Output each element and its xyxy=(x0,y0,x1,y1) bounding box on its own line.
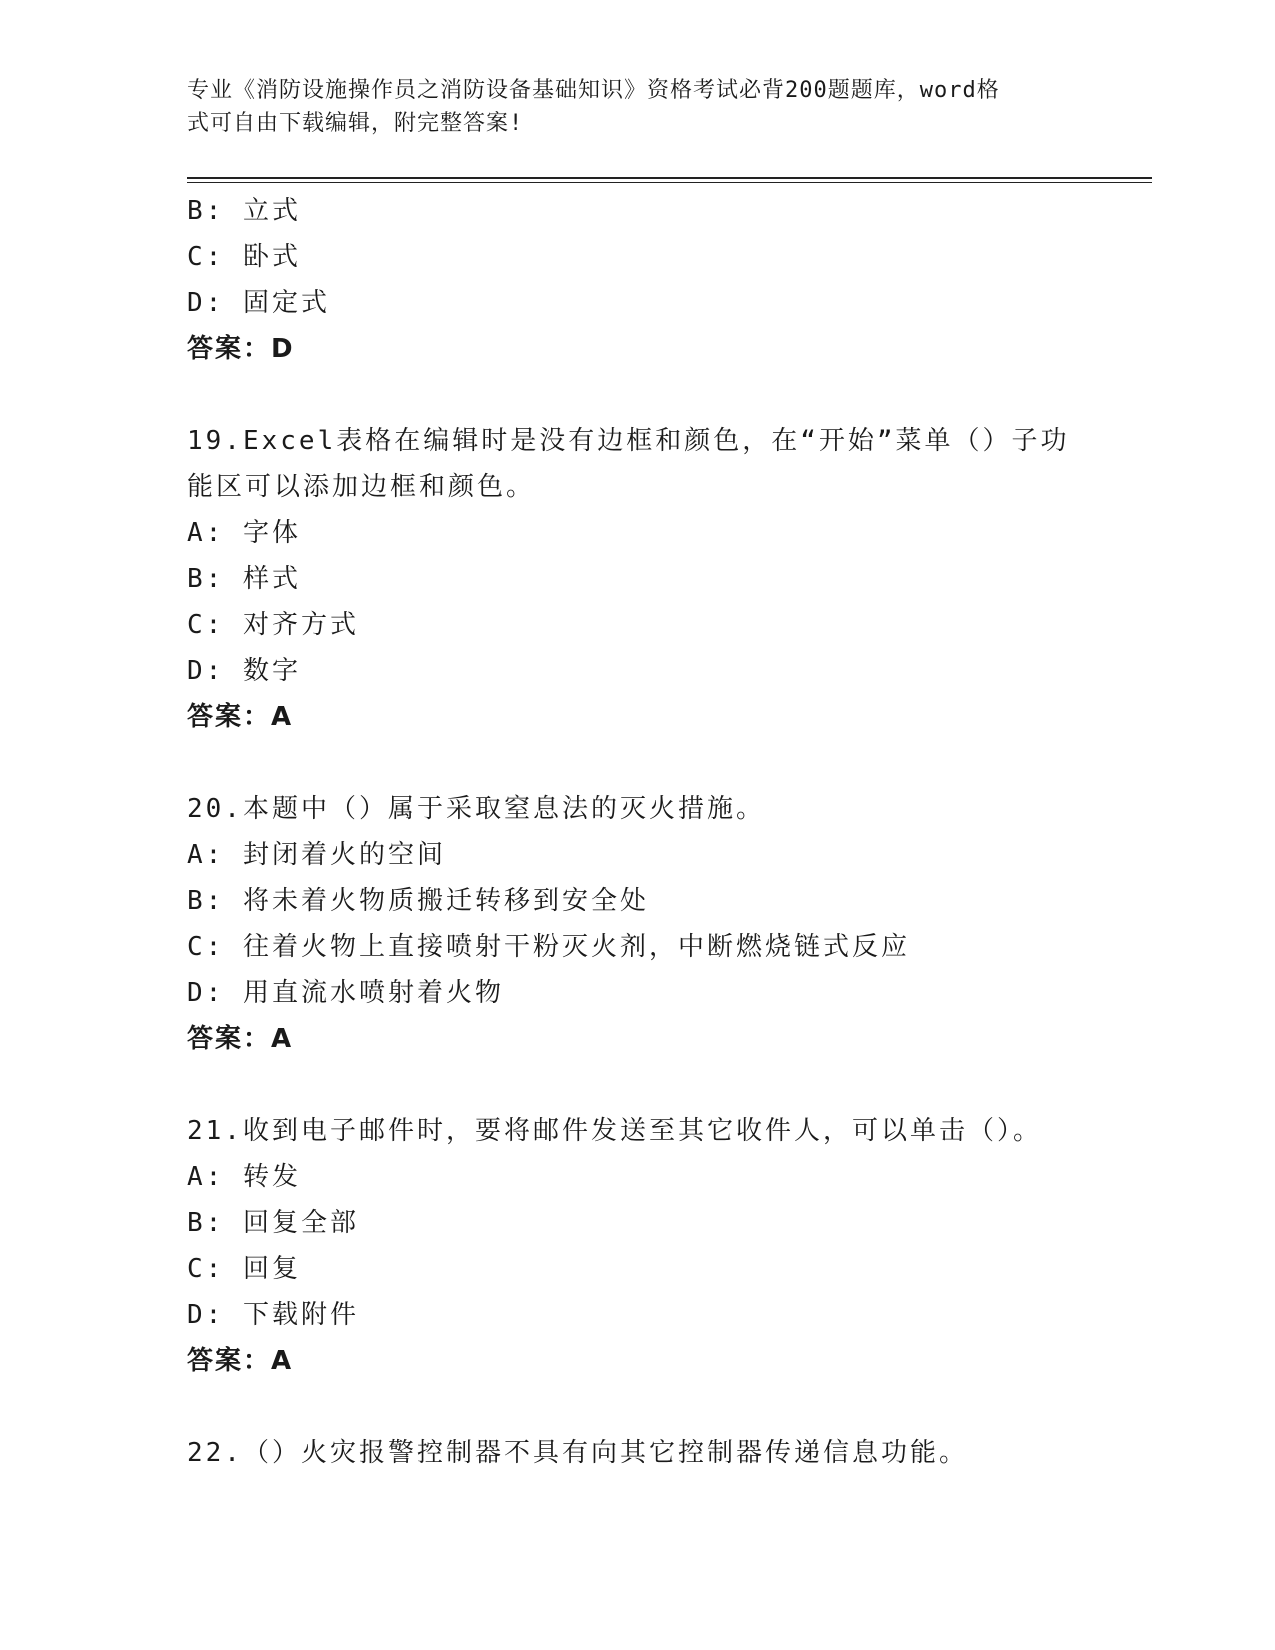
question-21 xyxy=(187,1108,1107,1384)
answer-line: 答案：A xyxy=(187,1024,294,1054)
option-d: D: 用直流水喷射着火物 xyxy=(187,978,504,1008)
option-a: A: 字体 xyxy=(187,518,301,548)
question-stem: 能区可以添加边框和颜色。 xyxy=(187,472,536,502)
option-a: A: 封闭着火的空间 xyxy=(187,840,446,870)
question-list xyxy=(187,188,1107,1476)
option-b: B: 样式 xyxy=(187,564,301,594)
question-stem: 19.Excel表格在编辑时是没有边框和颜色，在“开始”菜单（）子功 xyxy=(187,426,1070,456)
option-b: B: 将未着火物质搬迁转移到安全处 xyxy=(187,886,649,916)
question-19 xyxy=(187,418,1107,740)
question-18-partial xyxy=(187,188,1107,372)
header-line-1: 专业《消防设施操作员之消防设备基础知识》资格考试必背200题题库，word格 xyxy=(187,78,1000,103)
header-divider-thin xyxy=(187,182,1152,183)
option-d: D: 固定式 xyxy=(187,288,330,318)
header-line-2: 式可自由下载编辑，附完整答案! xyxy=(187,111,524,136)
question-stem: 20.本题中（）属于采取窒息法的灭火措施。 xyxy=(187,794,765,824)
question-22 xyxy=(187,1430,1107,1476)
answer-line: 答案：D xyxy=(187,334,295,364)
question-20 xyxy=(187,786,1107,1062)
option-d: D: 数字 xyxy=(187,656,301,686)
option-c: C: 卧式 xyxy=(187,242,301,272)
option-c: C: 对齐方式 xyxy=(187,610,359,640)
option-d: D: 下载附件 xyxy=(187,1300,359,1330)
header-divider-thick xyxy=(187,177,1152,179)
answer-line: 答案：A xyxy=(187,1346,294,1376)
answer-line: 答案：A xyxy=(187,702,294,732)
option-b: B: 立式 xyxy=(187,196,301,226)
question-stem: 22.（）火灾报警控制器不具有向其它控制器传递信息功能。 xyxy=(187,1438,968,1468)
option-b: B: 回复全部 xyxy=(187,1208,359,1238)
option-c: C: 回复 xyxy=(187,1254,301,1284)
document-header xyxy=(187,74,1067,140)
option-c: C: 往着火物上直接喷射干粉灭火剂，中断燃烧链式反应 xyxy=(187,932,910,962)
question-stem: 21.收到电子邮件时，要将邮件发送至其它收件人，可以单击（）。 xyxy=(187,1116,1042,1146)
option-a: A: 转发 xyxy=(187,1162,301,1192)
